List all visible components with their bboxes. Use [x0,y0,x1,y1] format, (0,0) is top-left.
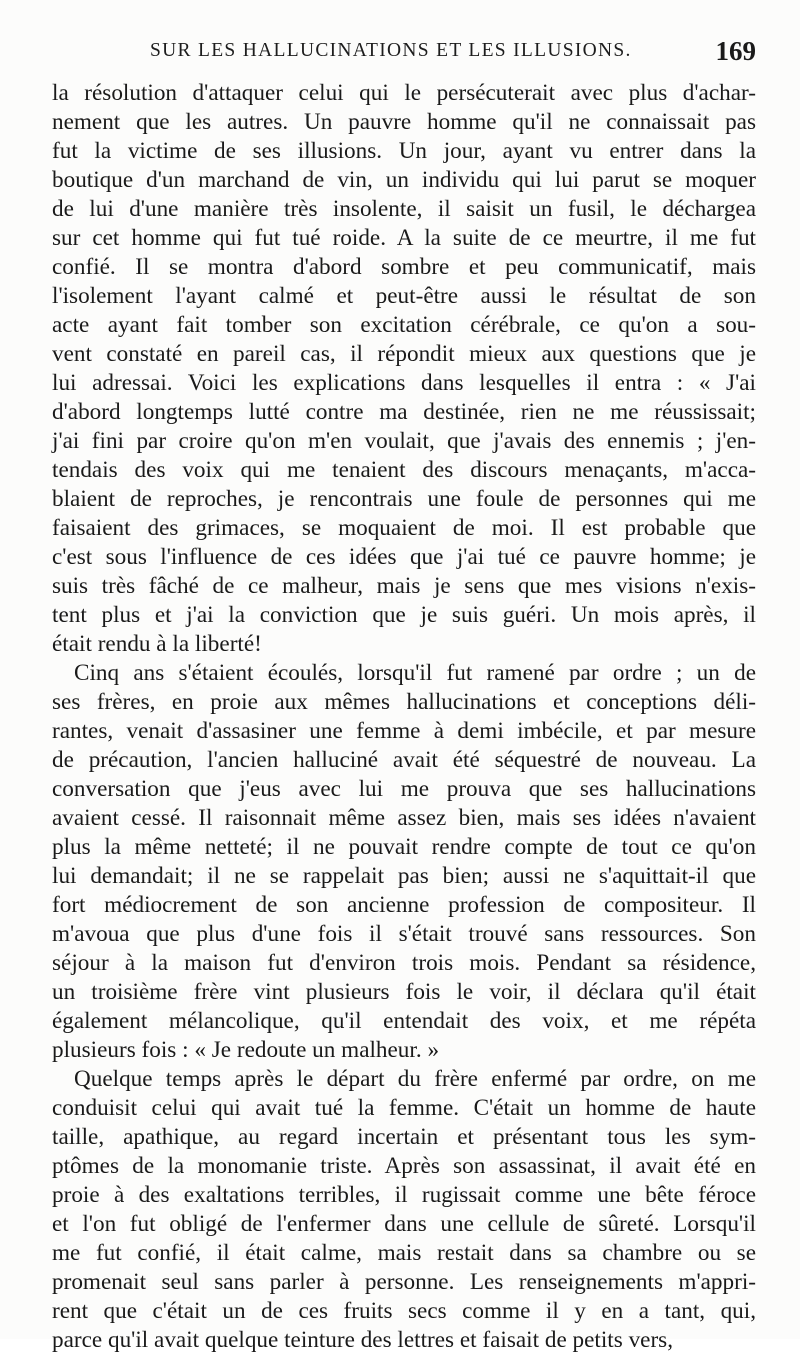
text-line: rent que c'était un de ces fruits secs comme il y en a tant, qui, [52,1298,756,1324]
text-line: tendais des voix qui me tenaient des discours menaçants, m'acca- [52,457,756,483]
text-line: proie à des exaltations terribles, il rugissait comme une bête féroce [52,1182,756,1208]
text-line: c'est sous l'influence de ces idées que j'ai tué ce pauvre homme; je [52,544,756,570]
text-line: tent plus et j'ai la conviction que je suis guéri. Un mois après, il [52,602,756,628]
text-line: séjour à la maison fut d'environ trois mois. Pendant sa résidence, [52,950,756,976]
text-line: également mélancolique, qu'il entendait des voix, et me répéta [52,1008,756,1034]
text-line: vent constaté en pareil cas, il répondit mieux aux questions que je [52,341,756,367]
text-line: rantes, venait d'assasiner une femme à demi imbécile, et par mesure [52,718,756,744]
text-line: parce qu'il avait quelque teinture des lettres et faisait de petits vers, [52,1327,673,1353]
text-line: m'avoua que plus d'une fois il s'était trouvé sans ressources. Son [52,921,756,947]
text-line: et l'on fut obligé de l'enfermer dans une cellule de sûreté. Lorsqu'il [52,1211,756,1237]
text-line: j'ai fini par croire qu'on m'en voulait, que j'avais des ennemis ; j'en- [52,428,756,454]
text-line: nement que les autres. Un pauvre homme qu'il ne connaissait pas [52,109,756,135]
text-line: lui adressai. Voici les explications dans lesquelles il entra : « J'ai [52,370,756,396]
text-line: plus la même netteté; il ne pouvait rendre compte de tout ce qu'on [52,834,756,860]
text-line: promenait seul sans parler à personne. Les renseignements m'appri- [52,1269,756,1295]
text-line: faisaient des grimaces, se moquaient de moi. Il est probable que [52,515,756,541]
text-line: sur cet homme qui fut tué roide. A la suite de ce meurtre, il me fut [52,225,756,251]
text-line: Cinq ans s'étaient écoulés, lorsqu'il fut ramené par ordre ; un de [74,660,756,686]
text-line: un troisième frère vint plusieurs fois le voir, il déclara qu'il était [52,979,756,1005]
text-line: taille, apathique, au regard incertain et présentant tous les sym- [52,1124,756,1150]
running-header [52,36,756,72]
text-line: plusieurs fois : « Je redoute un malheur. » [52,1037,440,1063]
text-line: l'isolement l'ayant calmé et peut-être aussi le résultat de son [52,283,756,309]
text-line: confié. Il se montra d'abord sombre et peu communicatif, mais [52,254,756,280]
paragraph [52,79,756,659]
text-line: conversation que j'eus avec lui me prouva que ses hallucinations [52,776,756,802]
text-line: de lui d'une manière très insolente, il saisit un fusil, le déchargea [52,196,756,222]
text-line: conduisit celui qui avait tué la femme. C'était un homme de haute [52,1095,756,1121]
text-line: était rendu à la liberté! [52,631,262,657]
text-line: ses frères, en proie aux mêmes hallucinations et conceptions déli- [52,689,756,715]
text-line: de précaution, l'ancien halluciné avait été séquestré de nouveau. La [52,747,756,773]
text-line: fut la victime de ses illusions. Un jour, ayant vu entrer dans la [52,138,756,164]
text-line: acte ayant fait tomber son excitation cérébrale, ce qu'on a sou- [52,312,756,338]
running-title: SUR LES HALLUCINATIONS ET LES ILLUSIONS. [150,40,632,61]
text-line: la résolution d'attaquer celui qui le persécuterait avec plus d'achar- [52,80,756,106]
text-line: fort médiocrement de son ancienne profession de compositeur. Il [52,892,756,918]
page-number: 169 [715,36,756,66]
text-line: d'abord longtemps lutté contre ma destinée, rien ne me réussissait; [52,399,756,425]
body-text [52,79,756,1355]
text-line: lui demandait; il ne se rappelait pas bien; aussi ne s'aquittait-il que [52,863,756,889]
text-line: avaient cessé. Il raisonnait même assez bien, mais ses idées n'avaient [52,805,756,831]
text-line: suis très fâché de ce malheur, mais je sens que mes visions n'exis- [52,573,756,599]
text-line: me fut confié, il était calme, mais restait dans sa chambre ou se [52,1240,756,1266]
text-line: Quelque temps après le départ du frère enfermé par ordre, on me [74,1066,756,1092]
text-line: ptômes de la monomanie triste. Après son assassinat, il avait été en [52,1153,756,1179]
paragraph [52,1065,756,1355]
text-line: boutique d'un marchand de vin, un individu qui lui parut se moquer [52,167,756,193]
text-line: blaient de reproches, je rencontrais une foule de personnes qui me [52,486,756,512]
paragraph [52,659,756,1065]
